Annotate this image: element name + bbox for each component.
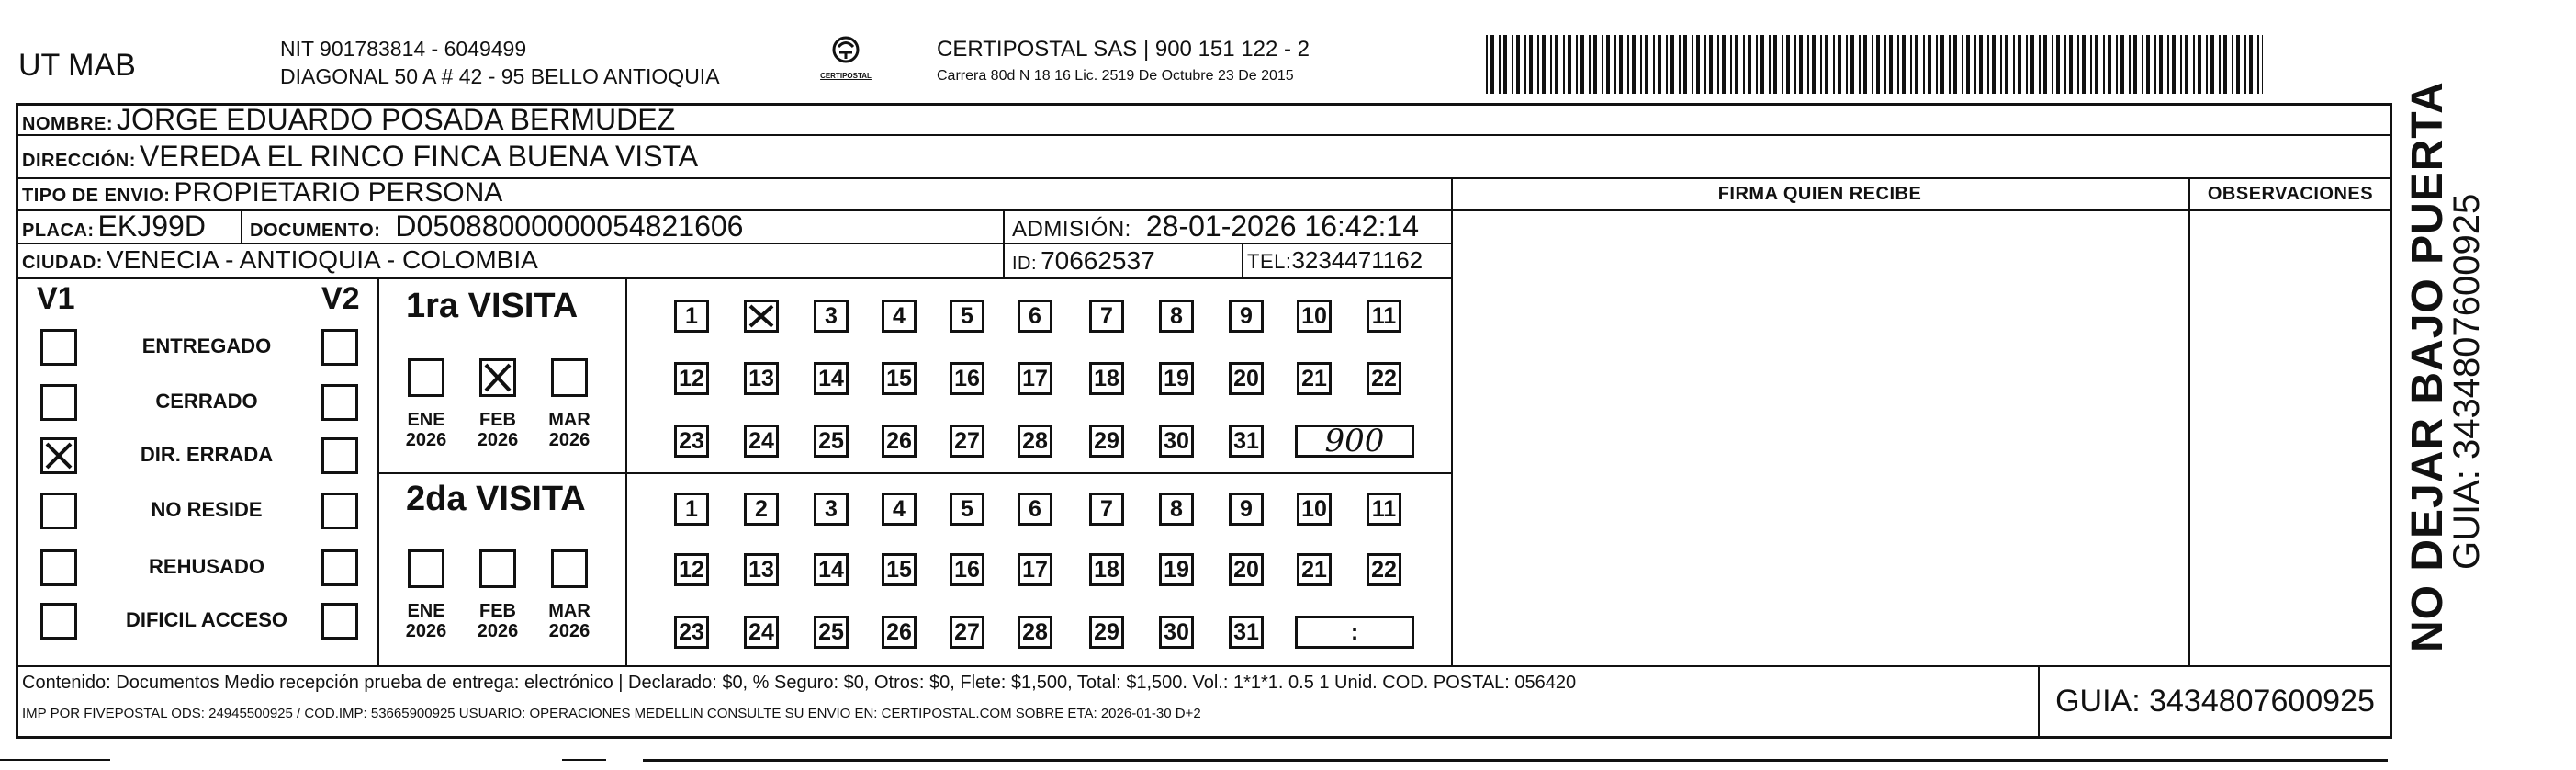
shipment-type-label: TIPO DE ENVIO: — [22, 186, 171, 206]
x-mark-icon — [482, 361, 513, 394]
day-box[interactable]: 17 — [1018, 362, 1052, 395]
day-box[interactable]: 25 — [814, 425, 849, 458]
v2-checkbox[interactable] — [321, 549, 358, 586]
day-box[interactable]: 13 — [744, 553, 779, 586]
day-box[interactable]: 24 — [744, 425, 779, 458]
plate-value: EKJ99D — [97, 209, 206, 243]
v1-checkbox[interactable] — [40, 329, 77, 366]
day-box[interactable]: 14 — [814, 362, 849, 395]
day-box[interactable]: 18 — [1089, 553, 1124, 586]
day-box[interactable]: 26 — [882, 425, 917, 458]
time-value: 900 — [1324, 423, 1385, 459]
day-box[interactable]: 20 — [1229, 362, 1264, 395]
v2-header: V2 — [321, 281, 360, 316]
month-name: FEB — [479, 601, 516, 621]
day-box[interactable]: 29 — [1089, 616, 1124, 649]
day-box[interactable]: 26 — [882, 616, 917, 649]
day-box[interactable]: 30 — [1159, 616, 1194, 649]
day-box[interactable]: 10 — [1297, 493, 1332, 526]
day-box[interactable]: 19 — [1159, 553, 1194, 586]
month-checkbox-feb[interactable] — [479, 358, 516, 397]
certipostal-logo-icon — [816, 33, 876, 88]
day-box[interactable]: 2 — [744, 493, 779, 526]
month-year: 2026 — [405, 430, 447, 450]
signature-column-header: FIRMA QUIEN RECIBE — [1717, 184, 1922, 204]
day-box[interactable]: 8 — [1159, 493, 1194, 526]
day-box[interactable] — [744, 300, 779, 333]
status-label: DIR. ERRADA — [140, 443, 274, 466]
tel-value: 3234471162 — [1291, 246, 1423, 274]
shipment-type: PROPIETARIO PERSONA — [174, 177, 503, 208]
observations-column-header: OBSERVACIONES — [2207, 184, 2374, 204]
month-name: ENE — [407, 410, 445, 430]
day-box[interactable]: 9 — [1229, 300, 1264, 333]
v1-checkbox[interactable] — [40, 384, 77, 421]
document-label: DOCUMENTO: — [250, 221, 381, 241]
day-box[interactable]: 25 — [814, 616, 849, 649]
month-year: 2026 — [548, 430, 591, 450]
company-address: DIAGONAL 50 A # 42 - 95 BELLO ANTIOQUIA — [280, 64, 720, 88]
day-box[interactable]: 17 — [1018, 553, 1052, 586]
barcode — [1486, 35, 2267, 94]
day-box[interactable]: 11 — [1367, 493, 1401, 526]
day-box[interactable]: 9 — [1229, 493, 1264, 526]
day-box[interactable]: 19 — [1159, 362, 1194, 395]
recipient-name: JORGE EDUARDO POSADA BERMUDEZ — [117, 103, 676, 136]
status-label: ENTREGADO — [141, 334, 272, 357]
v1-checkbox[interactable] — [40, 603, 77, 640]
day-box[interactable]: 4 — [882, 300, 917, 333]
side-guia — [2447, 129, 2487, 570]
time-value: : — [1350, 618, 1359, 645]
day-box[interactable]: 3 — [814, 300, 849, 333]
day-box[interactable]: 6 — [1018, 493, 1052, 526]
day-box[interactable]: 18 — [1089, 362, 1124, 395]
day-box[interactable]: 3 — [814, 493, 849, 526]
signature-area[interactable] — [1455, 213, 2186, 663]
v2-checkbox[interactable] — [321, 437, 358, 474]
day-box[interactable]: 22 — [1367, 362, 1401, 395]
month-year: 2026 — [477, 621, 519, 641]
day-box[interactable]: 21 — [1297, 362, 1332, 395]
day-box[interactable]: 1 — [674, 493, 709, 526]
recipient-name-row — [22, 103, 675, 137]
v2-checkbox[interactable] — [321, 329, 358, 366]
address-label: DIRECCIÓN: — [22, 151, 136, 171]
observations-area[interactable] — [2192, 213, 2389, 663]
v1-checkbox[interactable] — [40, 493, 77, 529]
day-box[interactable]: 20 — [1229, 553, 1264, 586]
v1-header: V1 — [37, 281, 75, 316]
month-name: FEB — [479, 410, 516, 430]
v2-checkbox[interactable] — [321, 493, 358, 529]
month-year: 2026 — [405, 621, 447, 641]
certipostal-logo — [816, 33, 876, 88]
name-label: NOMBRE: — [22, 114, 114, 134]
day-box[interactable]: 27 — [950, 616, 984, 649]
document-row — [250, 209, 743, 243]
city-row — [22, 245, 538, 275]
month-name: MAR — [548, 410, 591, 430]
day-box[interactable]: 6 — [1018, 300, 1052, 333]
v1-checkbox[interactable] — [40, 437, 77, 474]
month-checkbox-mar[interactable] — [551, 358, 588, 397]
status-label: CERRADO — [155, 390, 258, 413]
plate-row — [22, 209, 206, 243]
day-box[interactable]: 31 — [1229, 425, 1264, 458]
tel-label: TEL: — [1247, 250, 1292, 273]
day-box[interactable]: 24 — [744, 616, 779, 649]
shipment-type-row — [22, 177, 502, 209]
month-year: 2026 — [548, 621, 591, 641]
day-box[interactable]: 30 — [1159, 425, 1194, 458]
day-box[interactable]: 4 — [882, 493, 917, 526]
day-box[interactable]: 21 — [1297, 553, 1332, 586]
day-box[interactable]: 5 — [950, 493, 984, 526]
month-checkbox-mar[interactable] — [551, 549, 588, 588]
day-box[interactable]: 31 — [1229, 616, 1264, 649]
day-box[interactable]: 5 — [950, 300, 984, 333]
id-label: ID: — [1012, 254, 1038, 274]
day-box[interactable]: 22 — [1367, 553, 1401, 586]
carrier-name: CERTIPOSTAL SAS | 900 151 122 - 2 — [937, 37, 1310, 62]
company-name: UT MAB — [18, 48, 136, 83]
document-value: D05088000000054821606 — [395, 209, 744, 243]
city-value: VENECIA - ANTIOQUIA - COLOMBIA — [106, 245, 538, 274]
day-box[interactable]: 7 — [1089, 300, 1124, 333]
tel-row — [1247, 246, 1423, 275]
day-box[interactable]: 11 — [1367, 300, 1401, 333]
day-box[interactable]: 28 — [1018, 616, 1052, 649]
day-box[interactable]: 16 — [950, 553, 984, 586]
print-info-line: IMP POR FIVEPOSTAL ODS: 24945500925 / COD.IMP: 53665900925 USUARIO: OPERACIONES MEDELLIN CONSULTE SU ENVIO EN: CERTIPOSTAL.COM SOBRE ETA: 2026-01-30 D+2 — [22, 706, 1201, 721]
footer-guia: GUIA: 3434807600925 — [2055, 684, 2375, 719]
day-box[interactable]: 28 — [1018, 425, 1052, 458]
day-box[interactable]: 23 — [674, 425, 709, 458]
second-visit-title: 2da VISITA — [406, 480, 586, 518]
x-mark-icon — [43, 440, 74, 471]
day-box[interactable]: 27 — [950, 425, 984, 458]
x-mark-icon — [747, 302, 776, 330]
day-box[interactable]: 15 — [882, 362, 917, 395]
time-box[interactable] — [1295, 425, 1414, 458]
recipient-address: VEREDA EL RINCO FINCA BUENA VISTA — [139, 140, 699, 173]
status-label: REHUSADO — [149, 555, 264, 578]
status-label: DIFICIL ACCESO — [125, 608, 287, 631]
month-name: ENE — [407, 601, 445, 621]
day-box[interactable]: 7 — [1089, 493, 1124, 526]
day-box[interactable]: 8 — [1159, 300, 1194, 333]
first-visit-title: 1ra VISITA — [406, 287, 579, 325]
day-box[interactable]: 13 — [744, 362, 779, 395]
day-box[interactable]: 1 — [674, 300, 709, 333]
id-value: 70662537 — [1041, 246, 1155, 275]
status-label: NO RESIDE — [151, 498, 263, 521]
id-row — [1012, 246, 1155, 276]
v2-checkbox[interactable] — [321, 603, 358, 640]
month-year: 2026 — [477, 430, 519, 450]
carrier-license: Carrera 80d N 18 16 Lic. 2519 De Octubre 23 De 2015 — [937, 68, 1294, 84]
day-box[interactable]: 23 — [674, 616, 709, 649]
month-name: MAR — [548, 601, 591, 621]
contents-line: Contenido: Documentos Medio recepción prueba de entrega: electrónico | Declarado: $0, % Seguro: $0, Otros: $0, Flete: $1,500, Total: $1,500. Vol.: 1*1*1. 0.5 1 Unid. COD. POSTAL: 056420 — [22, 673, 1577, 693]
day-box[interactable]: 12 — [674, 553, 709, 586]
month-checkbox-feb[interactable] — [479, 549, 516, 588]
admission-row — [1012, 209, 1419, 243]
v2-checkbox[interactable] — [321, 384, 358, 421]
day-box[interactable]: 29 — [1089, 425, 1124, 458]
day-box[interactable]: 14 — [814, 553, 849, 586]
side-guia-text: GUIA: 3434807600925 — [2447, 193, 2487, 570]
v1-checkbox[interactable] — [40, 549, 77, 586]
admission-label: ADMISIÓN: — [1012, 217, 1131, 242]
logo-label: CERTIPOSTAL — [820, 72, 872, 80]
day-box[interactable]: 16 — [950, 362, 984, 395]
day-box[interactable]: 12 — [674, 362, 709, 395]
admission-value: 28-01-2026 16:42:14 — [1145, 209, 1419, 243]
company-nit: NIT 901783814 - 6049499 — [280, 37, 527, 61]
recipient-address-row — [22, 140, 698, 174]
time-box[interactable] — [1295, 616, 1414, 649]
month-checkbox-ene[interactable] — [408, 549, 444, 588]
day-box[interactable]: 15 — [882, 553, 917, 586]
warning-text: NO DEJAR BAJO PUERTA — [2403, 81, 2452, 652]
day-box[interactable]: 10 — [1297, 300, 1332, 333]
plate-label: PLACA: — [22, 221, 95, 241]
city-label: CIUDAD: — [22, 253, 103, 273]
month-checkbox-ene[interactable] — [408, 358, 444, 397]
